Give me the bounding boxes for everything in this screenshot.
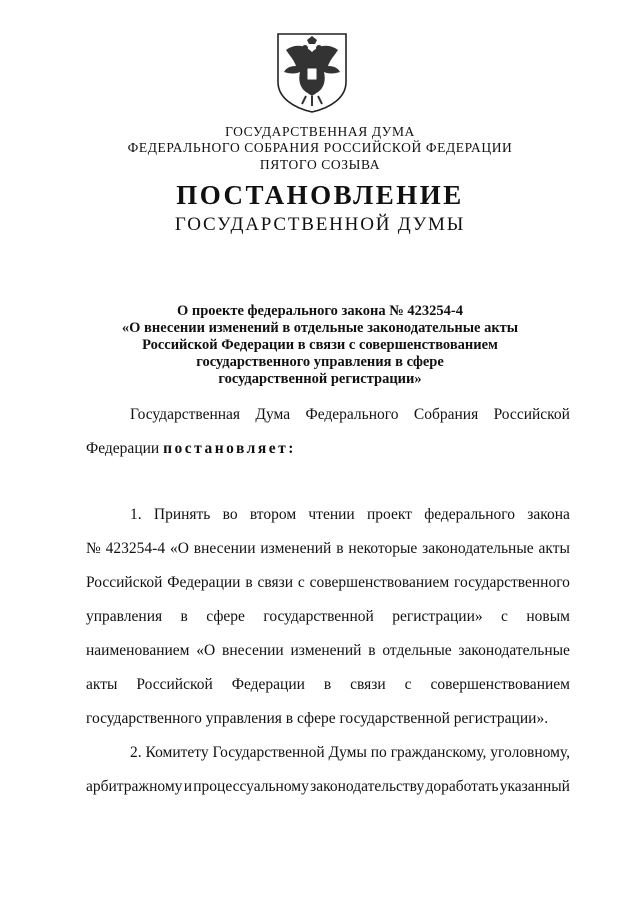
word: Российской — [86, 574, 163, 591]
word: наименованием — [86, 642, 190, 659]
word: указанный — [499, 778, 570, 795]
word: Федерации — [167, 574, 241, 591]
word: и — [183, 778, 192, 795]
word: по — [370, 744, 387, 761]
word: Думы — [328, 744, 367, 761]
document-issuer: ГОСУДАРСТВЕННОЙ ДУМЫ — [174, 214, 466, 235]
word: изменений — [290, 642, 362, 659]
word: в — [336, 540, 344, 557]
word: Российской — [136, 676, 213, 693]
paragraph1-line-6 — [86, 676, 570, 694]
word: изменений — [260, 540, 332, 557]
word: гражданскому, — [390, 744, 487, 761]
word: с — [404, 676, 412, 693]
word: 423254-4 — [105, 540, 166, 557]
org-line-convocation: ПЯТОГО СОЗЫВА — [259, 157, 381, 172]
word: «О — [196, 642, 216, 659]
coat-of-arms-emblem — [274, 30, 350, 114]
word: проект — [366, 506, 412, 523]
word: 2. — [130, 744, 142, 761]
word: акты — [86, 676, 118, 693]
word: новым — [526, 608, 570, 625]
word: Государственная — [130, 406, 241, 423]
subject-line: государственного управления в сфере — [196, 354, 444, 370]
word: в — [368, 642, 376, 659]
preamble-line-2 — [86, 440, 296, 458]
paragraph1-line-1 — [130, 506, 570, 524]
word: в — [245, 574, 253, 591]
paragraph1-line-2 — [86, 540, 570, 558]
word: Собрания — [413, 406, 479, 423]
word: Принять — [153, 506, 211, 523]
word: доработать — [425, 778, 499, 795]
paragraph1-line-7: государственного управления в сфере государственной регистрации». — [86, 710, 549, 727]
word: процессуальному — [193, 778, 309, 795]
paragraph1-line-3 — [86, 574, 570, 592]
word: государственной — [263, 608, 374, 625]
word: арбитражному — [86, 778, 183, 795]
word: регистрации» — [392, 608, 483, 625]
word: № — [86, 540, 101, 557]
word: совершенствованием — [309, 574, 450, 591]
word: связи — [350, 676, 386, 693]
subject-line: государственной регистрации» — [218, 371, 422, 387]
paragraph1-line-4 — [86, 608, 570, 626]
word: сфере — [206, 608, 245, 625]
word: 1. — [130, 506, 142, 523]
word: втором — [249, 506, 297, 523]
document-type-title: ПОСТАНОВЛЕНИЕ — [176, 180, 464, 210]
paragraph2-line-2 — [86, 778, 570, 796]
word: акты — [538, 540, 570, 557]
word: во — [222, 506, 238, 523]
word: Дума — [255, 406, 291, 423]
word: внесении — [222, 642, 284, 659]
word: Комитету — [145, 744, 209, 761]
word: связи — [257, 574, 294, 591]
word: чтении — [308, 506, 355, 523]
document-subject — [60, 303, 580, 388]
preamble-prefix: Федерации — [86, 440, 164, 457]
preamble-line-1 — [130, 406, 570, 424]
word: законодательству — [310, 778, 425, 795]
word: Российской — [493, 406, 570, 423]
word: в — [323, 676, 332, 693]
word: федерального — [424, 506, 516, 523]
word: Федерального — [305, 406, 399, 423]
paragraph2-line-1 — [130, 744, 570, 762]
word: «О — [169, 540, 189, 557]
word: с — [501, 608, 508, 625]
word: с — [297, 574, 305, 591]
word: Государственной — [212, 744, 325, 761]
org-line-assembly: ФЕДЕРАЛЬНОГО СОБРАНИЯ РОССИЙСКОЙ ФЕДЕРАЦИИ — [127, 140, 513, 155]
word: некоторые — [348, 540, 418, 557]
subject-line: О проекте федерального закона № 423254-4 — [176, 303, 464, 319]
org-line-duma: ГОСУДАРСТВЕННАЯ ДУМА — [225, 124, 415, 139]
word: внесении — [193, 540, 256, 557]
paragraph1-line-5 — [86, 642, 570, 660]
word: в — [180, 608, 188, 625]
word: управления — [86, 608, 163, 625]
word: закона — [527, 506, 570, 523]
word: Федерации — [231, 676, 305, 693]
subject-line: «О внесении изменений в отдельные законодательные акты — [121, 320, 519, 336]
word: законодательные — [458, 642, 570, 659]
word: уголовному, — [490, 744, 570, 761]
word: совершенствованием — [430, 676, 570, 693]
word: государственного — [454, 574, 570, 591]
resolves-word: постановляет: — [163, 440, 296, 457]
word: законодательные — [422, 540, 534, 557]
subject-line: Российской Федерации в связи с совершенствованием — [142, 337, 498, 353]
word: отдельные — [382, 642, 452, 659]
